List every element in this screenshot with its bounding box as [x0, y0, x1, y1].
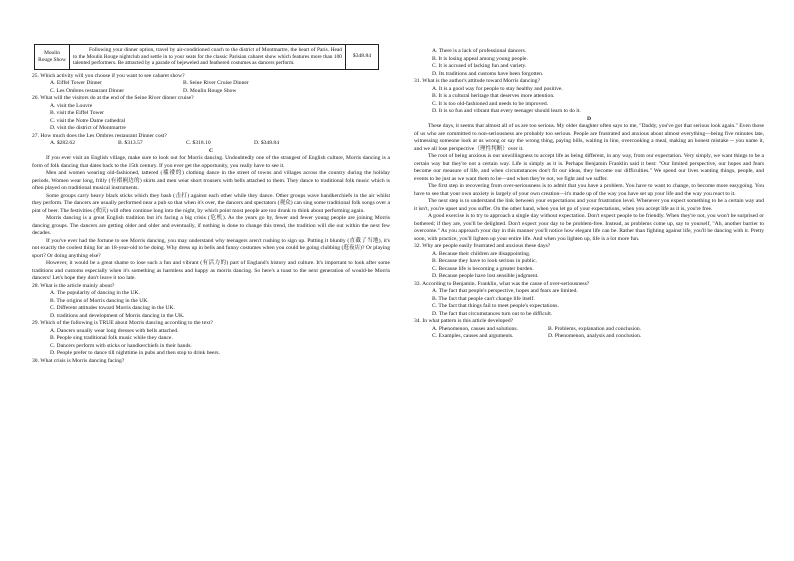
question-28: 28. What is the article mainly about?	[32, 282, 115, 289]
q30-option-b[interactable]: B. It is losing appeal among young people.	[432, 55, 528, 62]
right-column	[414, 48, 764, 341]
q27-option-d[interactable]: D. $348.84	[254, 140, 280, 147]
q25-option-c[interactable]: C. Les Ombres restaurant Dinner	[50, 87, 125, 94]
q33-option-a[interactable]: A. The fact that people's perspective, hopes and fears are limited.	[432, 288, 578, 294]
q34-option-c[interactable]: C. Examples, causes and arguments.	[432, 333, 514, 339]
q31-option-b[interactable]: B. It is a cultural heritage that deserves more attention.	[432, 93, 555, 99]
question-32: 32. Why are people easily frustrated and anxious these days?	[414, 243, 551, 249]
q33-option-d[interactable]: D. The fact that circumstances turn out to be difficult.	[432, 310, 553, 317]
q32-option-d[interactable]: D. Because people have lost sensible judgment.	[432, 273, 539, 279]
q34-option-a[interactable]: A. Phenomenon, causes and solutions.	[432, 325, 518, 332]
q26-option-a[interactable]: A. visit the Louvre	[50, 102, 93, 109]
q25-option-b[interactable]: B. Seine River Cruise Dinner	[183, 80, 249, 87]
passage-d-paragraph: The first step in recovering from over-seriousness is to admit that you have a problem. You have to want to change, to become more easygoing. You have to see that your own anxiety is largely of your own creation—it's made up of the way you have set up your life and the way you react to it.	[414, 183, 764, 197]
q28-option-d[interactable]: D. traditions and development of Morris dancing in the UK.	[50, 312, 185, 319]
passage-c-paragraph: Some groups carry heavy black sticks which they bash (击打) against each other while they dance. Other groups wave handkerchiefs in the air whilst they perform. The dancers are usually performed near a pub so that when it's over, the dancers and spectators (观众) can sing some traditional folk songs over a pint of beer. The festivities (欢庆) will often continue long into the night, by which point most people are too drunk to think about performing again.	[32, 192, 390, 214]
passage-c-paragraph: Morris dancing is a great English tradition but it's facing a big crisis (危机). As the years go by, fewer and fewer young people are joining Morris dancing groups. The dancers are getting older and older and eventually, if nothing is done to change this trend, the tradition will die out within the next few decades.	[32, 215, 390, 237]
q27-option-c[interactable]: C. $318.10	[186, 140, 211, 147]
q29-option-b[interactable]: B. People sing traditional folk music while they dance.	[50, 335, 173, 342]
q27-option-b[interactable]: B. $313.57	[118, 140, 143, 147]
passage-c-paragraph: Men and women wearing old-fashioned, tattered (褴褛的) clothing dance in the street of towns and villages across the country during the holiday periods. Women wear long, frilly (有褶裥边的) skirts and men wear short trousers with bells attached to them. They dance to traditional folk music which is often played on traditional musical instruments.	[32, 170, 390, 192]
q33-option-c[interactable]: C. The fact that things fail to meet people's expectations.	[432, 303, 559, 309]
q28-option-a[interactable]: A. The popularity of dancing in the UK.	[50, 290, 140, 297]
q32-option-b[interactable]: B. Because they have to look serious in public.	[432, 258, 538, 264]
q28-option-c[interactable]: C. Different attitudes toward Morris dancing in the UK.	[50, 305, 175, 312]
question-30: 30. What crisis is Morris dancing facing?	[32, 357, 125, 364]
left-column	[32, 0, 390, 365]
question-26: 26. What will the visitors do at the end of the Seine River dinner cruise?	[32, 95, 194, 102]
q33-option-b[interactable]: B. The fact that people can't change life itself.	[432, 295, 535, 302]
passage-d-paragraph: The root of being anxious is our unwillingness to accept life as being different, in any way, from our expectation. Very simply, we want things to be a certain way but they're not a certain way. Life is simply as it is. Perhaps Benjamin Franklin said it best: "Our limited perspective, our hopes and fears become our measure of life, and when circumstances don't fit our ideas, they become our difficulties." We spend our lives wanting things, people, and events to be just as we want them to be—and when they're not, we fight and we suffer.	[414, 153, 764, 182]
q34-option-d[interactable]: D. Phenomenon, analysis and conclusion.	[548, 333, 642, 339]
passage-c-paragraph: However, it would be a great shame to lose such a fun and vibrant (有活力的) part of England's history and culture. It's important to look after some traditions and customs especially when it's something as harmless and happy as morris dancing. So here's a toast to the next generation of would-be Morris dancers! Let's hope they don't leave it too late.	[32, 260, 390, 282]
q26-option-b[interactable]: B. visit the Eiffel Tower	[50, 110, 104, 117]
question-25: 25. Which activity will you choose if you want to see cabaret show?	[32, 72, 185, 79]
q31-option-c[interactable]: C. It is too old-fashioned and needs to be improved.	[432, 100, 549, 107]
question-29: 29. Which of the following is TRUE about Morris dancing according to the text?	[32, 320, 213, 327]
passage-d-paragraph: A good exercise is to try to approach a single day without expectation. Don't expect people to be friendly. When they're not, you won't be surprised or bothered; if they are, you'll be delighted. Don't expect your day to be problem-free. Instead, as problems come up, say to yourself, "Ah, another barrier to overcome." As you approach your day in this manner you'll notice how elegant life can be. Rather than fighting against life, you'll be dancing with it. Pretty soon, with practice, you'll lighten up your entire life. And when you lighten up, life is a lot more fun.	[414, 213, 764, 242]
q31-option-d[interactable]: D. It is so fun and vibrant that every teenager should learn to do it.	[432, 108, 581, 114]
table-row	[35, 45, 379, 70]
section-c-heading: C	[208, 147, 214, 154]
q28-option-b[interactable]: B. The origins of Morris dancing in the UK.	[50, 297, 149, 304]
tour-table	[34, 44, 379, 70]
q32-option-c[interactable]: C. Because life is becoming a greater burden.	[432, 265, 534, 272]
q26-option-d[interactable]: D. visit the district of Montmartre	[50, 125, 126, 132]
q30-option-a[interactable]: A. There is a lack of professional dancers.	[432, 48, 527, 54]
price-cell: $348.84	[346, 45, 379, 70]
section-d-heading: D	[586, 115, 592, 122]
q29-option-c[interactable]: C. Dancers perform with sticks or handkerchiefs in their hands.	[50, 342, 192, 349]
q32-option-a[interactable]: A. Because their children are disappointing.	[432, 250, 531, 257]
q25-option-d[interactable]: D. Moulin Rouge Show	[183, 87, 237, 94]
passage-c-paragraph: If you've ever had the fortune to see Morris dancing, you may understand why teenagers aren't rushing to sign up. Putting it bluntly (直截了当地), it's not exactly the coolest thing for an 18-year-old to be doing. Why dress up in bells and funny costumes when you could be going clubbing (逛夜店)? Or playing sport? Or doing anything else?	[32, 237, 390, 259]
q29-option-a[interactable]: A. Dancers usually wear long dresses with bells attached.	[50, 327, 179, 334]
q25-option-a[interactable]: A. Eiffel Tower Dinner	[50, 80, 102, 87]
q30-option-d[interactable]: D. Its traditions and customs have been forgotten.	[432, 70, 544, 77]
description-cell: Following your dinner option, travel by air-conditioned coach to the district of Montmartre, the heart of Paris. Head to the Moulin Rouge nightclub and settle in to your seats for the classic Parisian cabaret show which features more than 100 talented performers. Be attracted by a parade of bejeweled and feathered costumes as dancers perform.	[70, 45, 346, 70]
question-31: 31. What is the author's attitude toward Morris dancing?	[414, 78, 540, 84]
passage-c-paragraph: If you ever visit an English village, make sure to look out for Morris dancing. Undoubtedly one of the strangest of English culture, Morris dancing is a form of folk dancing that dates back to the 15th century. If you ever get the opportunity, you really have to see it.	[32, 155, 390, 169]
passage-d-paragraph: These days, it seems that almost all of us are too serious. My older daughter often says to me, "Daddy, you've got that serious look again." Even those of us who are committed to non-seriousness are probably too serious. People are frustrated and anxious about almost everything—being five minutes late, witnessing someone look at us wrong or say the wrong thing, paying bills, waiting in line, overcooking a meal, making an honest mistake -- you name it, and we all lose perspective（理性判断）over it.	[414, 123, 764, 152]
q29-option-d[interactable]: D. People prefer to dance till nighttime in pubs and then stop to drink beers.	[50, 350, 220, 357]
question-33: 33. According to Benjamin. Franklin, what was the cause of over-seriousness?	[414, 280, 590, 287]
passage-d-paragraph: The next step is to understand the link between your expectations and your frustration level. Whenever you expect something to be a certain way and it isn't, you're upset and you suffer. On the other hand, when you let go of your expectations, when you accept life as it is, you're free.	[414, 198, 764, 212]
question-34: 34. In what pattern is this article developed?	[414, 318, 514, 324]
venue-cell: Moulin Rouge Show	[35, 45, 70, 70]
q30-option-c[interactable]: C. It is accused of lacking fun and variety.	[432, 63, 527, 69]
question-27: 27. How much does the Les Ombres restaurant Dinner cost?	[32, 132, 167, 139]
q34-option-b[interactable]: B. Problems, explanation and conclusion.	[548, 325, 642, 332]
q31-option-a[interactable]: A. It is a good way for people to stay healthy and positive.	[432, 85, 563, 92]
q26-option-c[interactable]: C. visit the Notre Dame cathedral	[50, 117, 126, 124]
q27-option-a[interactable]: A. $282.62	[50, 140, 76, 147]
